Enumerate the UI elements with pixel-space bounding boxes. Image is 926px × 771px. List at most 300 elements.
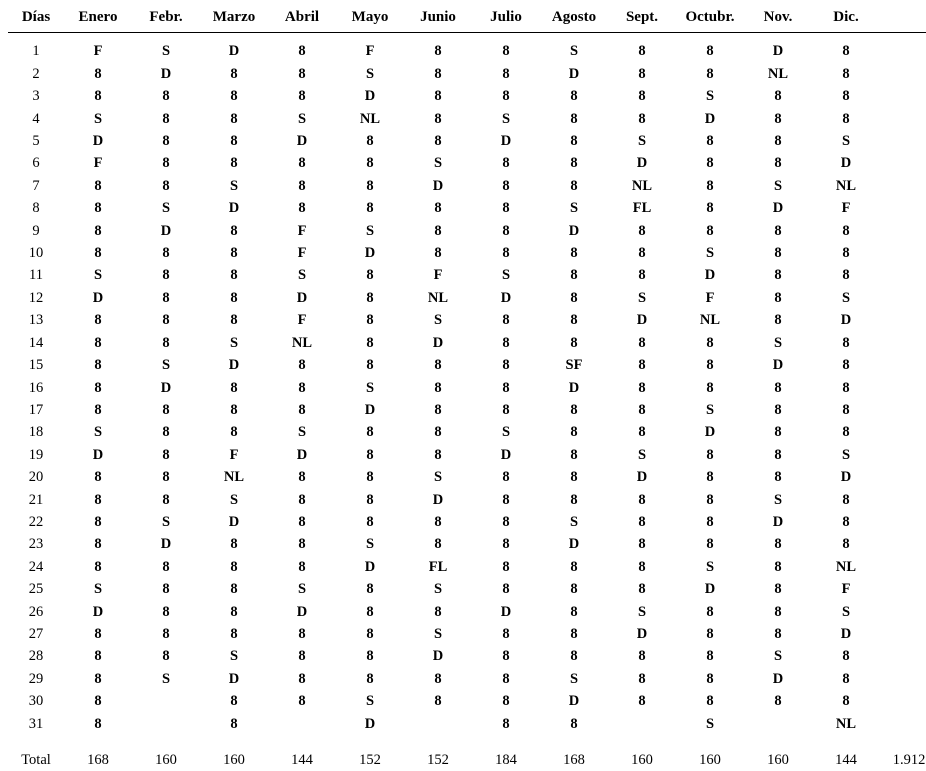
day-value-cell: 8: [638, 334, 646, 351]
day-value-cell: 8: [842, 693, 850, 710]
day-value-cell: S: [93, 110, 103, 127]
day-value-cell: 8: [638, 558, 646, 575]
day-value-cell: D: [500, 446, 512, 463]
day-value-cell: 8: [94, 401, 102, 418]
day-value-cell: 8: [162, 491, 170, 508]
day-value-cell: 8: [230, 379, 238, 396]
day-value-cell: 8: [502, 379, 510, 396]
table-row: [8, 645, 926, 667]
day-value-cell: 8: [774, 267, 782, 284]
day-value-cell: 8: [298, 357, 306, 374]
day-value-cell: 8: [570, 469, 578, 486]
day-value-cell: NL: [359, 110, 381, 127]
day-value-cell: 8: [502, 43, 510, 60]
day-value-cell: [880, 287, 926, 309]
day-value-cell: 8: [842, 401, 850, 418]
day-value-cell: 8: [842, 379, 850, 396]
day-value-cell: D: [772, 43, 784, 60]
day-value-cell: NL: [767, 65, 789, 82]
table-row: [8, 690, 926, 712]
day-value-cell: S: [773, 491, 783, 508]
day-value-cell: 8: [162, 289, 170, 306]
day-value-cell: S: [433, 581, 443, 598]
day-value-cell: 8: [706, 133, 714, 150]
day-value-cell: S: [433, 312, 443, 329]
table-row: [8, 130, 926, 152]
column-header-septiembre: Sept.: [608, 6, 676, 33]
day-value-cell: 8: [434, 513, 442, 530]
day-value-cell: 8: [706, 155, 714, 172]
day-value-cell: 8: [298, 401, 306, 418]
day-value-cell: 8: [774, 289, 782, 306]
day-value-cell: S: [501, 110, 511, 127]
day-value-cell: 8: [434, 133, 442, 150]
day-value-cell: 8: [638, 424, 646, 441]
day-value-cell: 8: [638, 357, 646, 374]
day-value-cell: D: [500, 133, 512, 150]
day-value-cell: 8: [230, 222, 238, 239]
day-value-cell: 8: [638, 581, 646, 598]
day-value-cell: 8: [502, 401, 510, 418]
day-value-cell: 8: [774, 558, 782, 575]
day-value-cell: D: [500, 289, 512, 306]
day-value-cell: NL: [699, 312, 721, 329]
row-day-label: 19: [28, 446, 44, 463]
day-value-cell: 8: [638, 110, 646, 127]
day-value-cell: [132, 690, 200, 712]
column-header-noviembre: Nov.: [744, 6, 812, 33]
day-value-cell: [880, 421, 926, 443]
day-value-cell: [132, 713, 200, 735]
day-value-cell: 8: [298, 693, 306, 710]
day-value-cell: 8: [94, 245, 102, 262]
row-day-label: 13: [28, 312, 44, 329]
day-value-cell: 8: [94, 513, 102, 530]
day-value-cell: 8: [94, 536, 102, 553]
day-value-cell: 8: [842, 491, 850, 508]
row-day-label: 6: [32, 155, 40, 172]
column-header-junio: Junio: [404, 6, 472, 33]
table-row: [8, 533, 926, 555]
day-value-cell: 8: [366, 603, 374, 620]
day-value-cell: D: [772, 357, 784, 374]
day-value-cell: 8: [570, 110, 578, 127]
day-value-cell: 8: [502, 715, 510, 732]
day-value-cell: 8: [570, 424, 578, 441]
day-value-cell: 8: [774, 88, 782, 105]
day-value-cell: S: [365, 379, 375, 396]
day-value-cell: D: [568, 379, 580, 396]
day-value-cell: 8: [502, 245, 510, 262]
day-value-cell: 8: [638, 245, 646, 262]
day-value-cell: 8: [94, 625, 102, 642]
day-value-cell: D: [568, 65, 580, 82]
table-row: [8, 108, 926, 130]
day-value-cell: 8: [774, 536, 782, 553]
day-value-cell: 8: [366, 289, 374, 306]
day-value-cell: D: [364, 558, 376, 575]
column-header-total: [880, 6, 926, 33]
table-row: [8, 399, 926, 421]
day-value-cell: 8: [230, 401, 238, 418]
day-value-cell: [880, 533, 926, 555]
day-value-cell: 8: [570, 401, 578, 418]
day-value-cell: 8: [230, 715, 238, 732]
day-value-cell: NL: [223, 469, 245, 486]
day-value-cell: D: [704, 110, 716, 127]
column-header-marzo: Marzo: [200, 6, 268, 33]
day-value-cell: 8: [94, 670, 102, 687]
day-value-cell: 8: [842, 43, 850, 60]
table-row: [8, 332, 926, 354]
day-value-cell: D: [772, 513, 784, 530]
day-value-cell: 8: [298, 469, 306, 486]
day-value-cell: 8: [230, 581, 238, 598]
day-value-cell: S: [637, 446, 647, 463]
total-value-cell: 160: [767, 752, 789, 768]
day-value-cell: S: [705, 715, 715, 732]
day-value-cell: 8: [298, 670, 306, 687]
day-value-cell: D: [568, 693, 580, 710]
table-row: [8, 489, 926, 511]
day-value-cell: 8: [570, 491, 578, 508]
day-value-cell: 8: [230, 65, 238, 82]
day-value-cell: 8: [94, 65, 102, 82]
column-header-abril: Abril: [268, 6, 336, 33]
day-value-cell: 8: [842, 88, 850, 105]
day-value-cell: 8: [298, 88, 306, 105]
day-value-cell: 8: [162, 245, 170, 262]
table-row: [8, 242, 926, 264]
day-value-cell: S: [501, 267, 511, 284]
day-value-cell: NL: [835, 177, 857, 194]
day-value-cell: 8: [502, 177, 510, 194]
day-value-cell: 8: [162, 603, 170, 620]
day-value-cell: 8: [230, 558, 238, 575]
day-value-cell: 8: [502, 558, 510, 575]
day-value-cell: S: [229, 334, 239, 351]
day-value-cell: 8: [434, 43, 442, 60]
day-value-cell: 8: [706, 536, 714, 553]
day-value-cell: [880, 332, 926, 354]
table-row: [8, 85, 926, 107]
day-value-cell: 8: [94, 357, 102, 374]
day-value-cell: 8: [774, 312, 782, 329]
row-day-label: 8: [32, 200, 40, 217]
table-total-row: [8, 740, 926, 771]
day-value-cell: [880, 175, 926, 197]
day-value-cell: D: [840, 155, 852, 172]
day-value-cell: 8: [366, 424, 374, 441]
day-value-cell: 8: [570, 245, 578, 262]
table-row: [8, 309, 926, 331]
day-value-cell: F: [229, 446, 239, 463]
day-value-cell: [880, 444, 926, 466]
row-day-label: 21: [28, 491, 44, 508]
day-value-cell: 8: [842, 424, 850, 441]
day-value-cell: 8: [162, 581, 170, 598]
day-value-cell: S: [229, 491, 239, 508]
table-row: [8, 33, 926, 63]
day-value-cell: D: [160, 536, 172, 553]
day-value-cell: 8: [230, 133, 238, 150]
day-value-cell: S: [161, 200, 171, 217]
day-value-cell: 8: [842, 222, 850, 239]
day-value-cell: 8: [638, 648, 646, 665]
day-value-cell: [880, 354, 926, 376]
day-value-cell: 8: [570, 603, 578, 620]
day-value-cell: D: [636, 469, 648, 486]
day-value-cell: 8: [706, 43, 714, 60]
day-value-cell: S: [297, 581, 307, 598]
day-value-cell: D: [92, 133, 104, 150]
day-value-cell: [880, 511, 926, 533]
day-value-cell: [880, 377, 926, 399]
day-value-cell: 8: [502, 357, 510, 374]
table-row: [8, 377, 926, 399]
day-value-cell: S: [161, 670, 171, 687]
day-value-cell: S: [705, 401, 715, 418]
day-value-cell: 8: [706, 65, 714, 82]
day-value-cell: 8: [706, 491, 714, 508]
day-value-cell: 8: [230, 312, 238, 329]
day-value-cell: [880, 309, 926, 331]
day-value-cell: D: [228, 513, 240, 530]
day-value-cell: D: [228, 670, 240, 687]
day-value-cell: 8: [298, 43, 306, 60]
total-value-cell: 152: [427, 752, 449, 768]
day-value-cell: D: [432, 177, 444, 194]
day-value-cell: SF: [565, 357, 583, 374]
day-value-cell: S: [841, 446, 851, 463]
day-value-cell: 8: [366, 513, 374, 530]
day-value-cell: D: [432, 334, 444, 351]
table-row: [8, 623, 926, 645]
day-value-cell: 8: [230, 424, 238, 441]
day-value-cell: 8: [162, 177, 170, 194]
grand-total-value: 1.912: [892, 752, 926, 768]
day-value-cell: 8: [502, 334, 510, 351]
total-value-cell: 160: [155, 752, 177, 768]
day-value-cell: 8: [434, 245, 442, 262]
day-value-cell: 8: [570, 558, 578, 575]
day-value-cell: F: [297, 222, 307, 239]
day-value-cell: 8: [706, 200, 714, 217]
day-value-cell: 8: [94, 693, 102, 710]
day-value-cell: F: [433, 267, 443, 284]
day-value-cell: 8: [842, 357, 850, 374]
day-value-cell: 8: [298, 379, 306, 396]
day-value-cell: 8: [638, 693, 646, 710]
day-value-cell: D: [228, 200, 240, 217]
day-value-cell: 8: [502, 513, 510, 530]
day-value-cell: F: [93, 43, 103, 60]
day-value-cell: 8: [706, 693, 714, 710]
table-header-row: [8, 6, 926, 33]
day-value-cell: 8: [706, 648, 714, 665]
table-row: [8, 668, 926, 690]
day-value-cell: F: [841, 581, 851, 598]
day-value-cell: 8: [706, 469, 714, 486]
day-value-cell: [880, 108, 926, 130]
total-value-cell: 160: [699, 752, 721, 768]
total-label: Total: [21, 752, 51, 768]
total-value-cell: 160: [223, 752, 245, 768]
day-value-cell: 8: [94, 200, 102, 217]
day-value-cell: 8: [502, 670, 510, 687]
day-value-cell: 8: [230, 536, 238, 553]
row-day-label: 22: [28, 513, 44, 530]
day-value-cell: 8: [774, 401, 782, 418]
day-value-cell: 8: [298, 648, 306, 665]
total-value-cell: 184: [495, 752, 517, 768]
day-value-cell: 8: [842, 267, 850, 284]
table-row: [8, 220, 926, 242]
day-value-cell: 8: [502, 693, 510, 710]
day-value-cell: 8: [434, 446, 442, 463]
day-value-cell: [268, 713, 336, 735]
day-value-cell: 8: [94, 648, 102, 665]
day-value-cell: D: [92, 446, 104, 463]
day-value-cell: NL: [631, 177, 653, 194]
day-value-cell: [880, 220, 926, 242]
column-header-julio: Julio: [472, 6, 540, 33]
day-value-cell: S: [365, 222, 375, 239]
day-value-cell: 8: [570, 155, 578, 172]
day-value-cell: 8: [366, 446, 374, 463]
day-value-cell: 8: [162, 469, 170, 486]
day-value-cell: 8: [774, 446, 782, 463]
column-header-enero: Enero: [64, 6, 132, 33]
day-value-cell: 8: [366, 648, 374, 665]
day-value-cell: S: [93, 424, 103, 441]
day-value-cell: 8: [434, 200, 442, 217]
day-value-cell: D: [704, 267, 716, 284]
row-day-label: 18: [28, 424, 44, 441]
day-value-cell: S: [569, 200, 579, 217]
day-value-cell: D: [364, 715, 376, 732]
day-value-cell: S: [705, 558, 715, 575]
day-value-cell: 8: [706, 446, 714, 463]
table-row: [8, 152, 926, 174]
day-value-cell: D: [500, 603, 512, 620]
total-value-cell: 168: [563, 752, 585, 768]
column-header-dias: Días: [8, 6, 64, 33]
day-value-cell: [404, 713, 472, 735]
day-value-cell: S: [637, 289, 647, 306]
table-row: [8, 63, 926, 85]
day-value-cell: S: [433, 625, 443, 642]
day-value-cell: 8: [298, 558, 306, 575]
row-day-label: 10: [28, 245, 44, 262]
row-day-label: 15: [28, 357, 44, 374]
day-value-cell: 8: [706, 177, 714, 194]
day-value-cell: 8: [366, 267, 374, 284]
day-value-cell: F: [705, 289, 715, 306]
day-value-cell: [880, 264, 926, 286]
day-value-cell: 8: [94, 222, 102, 239]
day-value-cell: S: [841, 603, 851, 620]
day-value-cell: S: [365, 693, 375, 710]
day-value-cell: 8: [842, 670, 850, 687]
day-value-cell: 8: [570, 88, 578, 105]
day-value-cell: 8: [94, 469, 102, 486]
day-value-cell: 8: [366, 581, 374, 598]
day-value-cell: 8: [230, 245, 238, 262]
table-row: [8, 421, 926, 443]
day-value-cell: 8: [298, 177, 306, 194]
day-value-cell: D: [364, 245, 376, 262]
day-value-cell: 8: [638, 43, 646, 60]
day-value-cell: 8: [502, 581, 510, 598]
day-value-cell: 8: [774, 155, 782, 172]
day-value-cell: [744, 713, 812, 735]
day-value-cell: F: [297, 245, 307, 262]
table-row: [8, 601, 926, 623]
row-day-label: 9: [32, 222, 40, 239]
day-value-cell: S: [705, 245, 715, 262]
table-row: [8, 264, 926, 286]
day-value-cell: 8: [230, 155, 238, 172]
day-value-cell: 8: [434, 88, 442, 105]
row-day-label: 25: [28, 581, 44, 598]
row-day-label: 27: [28, 625, 44, 642]
day-value-cell: 8: [570, 334, 578, 351]
day-value-cell: FL: [632, 200, 652, 217]
day-value-cell: 8: [638, 267, 646, 284]
day-value-cell: S: [773, 648, 783, 665]
day-value-cell: 8: [366, 334, 374, 351]
row-day-label: 16: [28, 379, 44, 396]
day-value-cell: D: [432, 491, 444, 508]
table-row: [8, 175, 926, 197]
day-value-cell: D: [704, 424, 716, 441]
day-value-cell: 8: [842, 245, 850, 262]
day-value-cell: 8: [162, 446, 170, 463]
row-day-label: 11: [29, 267, 43, 284]
day-value-cell: 8: [162, 155, 170, 172]
day-value-cell: 8: [230, 267, 238, 284]
table-row: [8, 578, 926, 600]
day-value-cell: [880, 578, 926, 600]
table-row: [8, 511, 926, 533]
day-value-cell: 8: [502, 625, 510, 642]
day-value-cell: D: [296, 603, 308, 620]
day-value-cell: D: [92, 289, 104, 306]
day-value-cell: S: [365, 536, 375, 553]
day-value-cell: 8: [774, 245, 782, 262]
row-day-label: 24: [28, 558, 44, 575]
day-value-cell: 8: [298, 200, 306, 217]
day-value-cell: 8: [502, 648, 510, 665]
day-value-cell: 8: [298, 491, 306, 508]
day-value-cell: S: [297, 267, 307, 284]
day-value-cell: S: [841, 289, 851, 306]
day-value-cell: S: [773, 177, 783, 194]
day-value-cell: [880, 623, 926, 645]
row-day-label: 20: [28, 469, 44, 486]
day-value-cell: S: [773, 334, 783, 351]
day-value-cell: [880, 556, 926, 578]
day-value-cell: S: [501, 424, 511, 441]
day-value-cell: 8: [366, 133, 374, 150]
day-value-cell: 8: [162, 334, 170, 351]
day-value-cell: 8: [774, 693, 782, 710]
day-value-cell: D: [364, 401, 376, 418]
day-value-cell: S: [569, 513, 579, 530]
row-day-label: 12: [28, 289, 44, 306]
table-row: [8, 287, 926, 309]
